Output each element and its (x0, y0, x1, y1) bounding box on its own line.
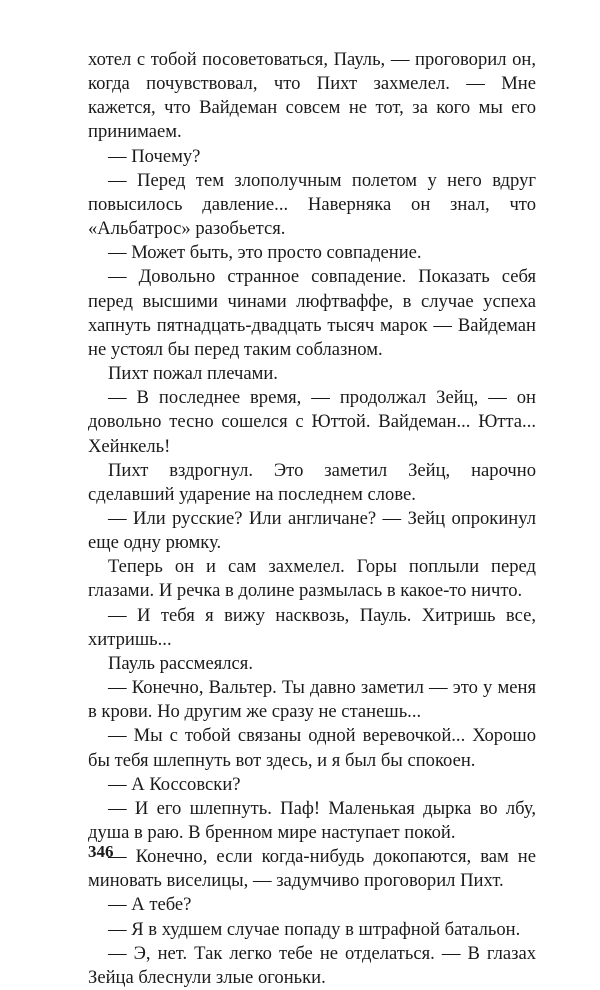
paragraph-dialogue: — Может быть, это просто совпадение. (108, 242, 422, 264)
paragraph-continuation: хотел с тобой посоветоваться, Пауль, — проговорил он, когда почувствовал, что Пихт захмелел. — Мне кажется, что Вайдеман совсем не тот, за кого мы его принимаем. (88, 49, 536, 143)
paragraph-dialogue: — В последнее время, — продолжал Зейц, — он довольно тесно сошелся с Юттой. Вайдеман... Ютта... Хейнкель! (88, 387, 536, 457)
paragraph-narration: Пауль рассмеялся. (108, 652, 253, 674)
paragraph-dialogue: — Почему? (108, 145, 201, 167)
paragraph-narration: Пихт вздрогнул. Это заметил Зейц, нарочно сделавший ударение на последнем слове. (88, 459, 536, 505)
paragraph-dialogue: — Мы с тобой связаны одной веревочкой... Хорошо бы тебя шлепнуть вот здесь, и я был бы спокоен. (88, 725, 536, 771)
paragraph-dialogue: — Или русские? Или англичане? — Зейц опрокинул еще одну рюмку. (88, 507, 536, 554)
paragraph-dialogue: — Конечно, если когда-нибудь докопаются, вам не миновать виселицы, — задумчиво проговорил Пихт. (88, 846, 536, 892)
paragraph-dialogue: — А тебе? (108, 894, 192, 916)
paragraph-dialogue: — А Коссовски? (108, 773, 241, 795)
paragraph-dialogue: — Э, нет. Так легко тебе не отделаться. — В глазах Зейца блеснули злые огоньки. (88, 942, 536, 988)
paragraph-dialogue: — Перед тем злополучным полетом у него вдруг повысилось давление... Наверняка он знал, что «Альбатрос» разобьется. (88, 169, 536, 240)
page-number: 346 (88, 842, 114, 861)
paragraph-narration: Пихт пожал плечами. (108, 363, 278, 385)
paragraph-dialogue: — И его шлепнуть. Паф! Маленькая дырка во лбу, душа в раю. В бренном мире наступает покой. (88, 797, 536, 843)
paragraph-dialogue: — И тебя я вижу насквозь, Пауль. Хитришь все, хитришь... (88, 604, 536, 650)
paragraph-narration: Теперь он и сам захмелел. Горы поплыли перед глазами. И речка в долине размылась в какое-то ничто. (88, 556, 536, 602)
paragraph-dialogue: — Конечно, Вальтер. Ты давно заметил — это у меня в крови. Но другим же сразу не станешь... (88, 677, 536, 723)
paragraph-dialogue: — Я в худшем случае попаду в штрафной батальон. (108, 918, 521, 940)
book-page-text (88, 48, 536, 990)
paragraph-dialogue: — Довольно странное совпадение. Показать себя перед высшими чинами люфтваффе, в случае успеха хапнуть пятнадцать-двадцать тысяч марок — Вайдеман не устоял бы перед таким соблазном. (88, 266, 536, 360)
